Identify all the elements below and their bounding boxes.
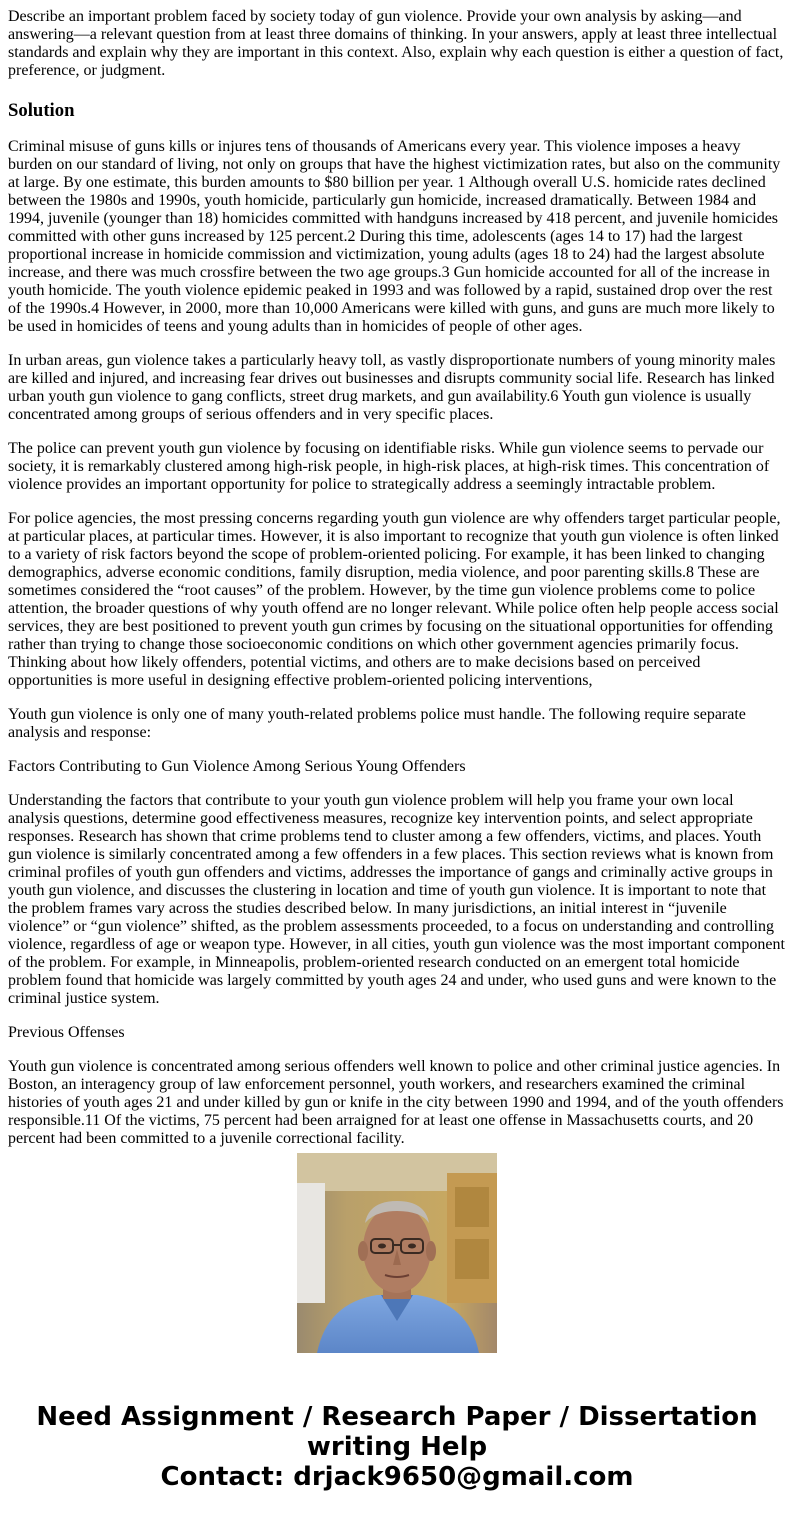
footer-line: writing Help: [306, 1432, 488, 1462]
paragraph: For police agencies, the most pressing concerns regarding youth gun violence are why offenders target particular people, at particular places, at particular times. However, it is also important to recognize that youth gun violence is often linked to a variety of risk factors beyond the scope of problem-oriented policing. For example, it has been linked to changing demographics, adverse economic conditions, family disruption, media violence, and poor parenting skills.8 These are sometimes considered the “root causes” of the problem. However, by the time gun violence problems come to police attention, the broader questions of why youth offend are no longer relevant. While police often help people access social services, they are best positioned to prevent youth gun crimes by focusing on the situational opportunities for offending rather than trying to change those socioeconomic conditions on which other government agencies primarily focus. Thinking about how likely offenders, potential victims, and others are to make decisions based on perceived opportunities is more useful in designing effective problem-oriented policing interventions,: [8, 510, 781, 689]
footer-line: Need Assignment / Research Paper / Dissertation: [36, 1402, 758, 1432]
paragraph: The police can prevent youth gun violence by focusing on identifiable risks. While gun violence seems to pervade our society, it is remarkably clustered among high-risk people, in high-risk places, at high-risk times. This concentration of violence provides an important opportunity for police to strategically address a seemingly intractable problem.: [8, 440, 770, 493]
paragraph: Understanding the factors that contribute to your youth gun violence problem will help you frame your own local analysis questions, determine good effectiveness measures, recognize key intervention points, and select appropriate responses. Research has shown that crime problems tend to cluster among a few offenders, victims, and places. Youth gun violence is similarly concentrated among a few offenders in a few places. This section reviews what is known from criminal profiles of youth gun offenders and victims, addresses the importance of gangs and criminally active groups in youth gun violence, and discusses the clustering in location and time of youth gun violence. It is important to note that the problem frames vary across the studies described below. In many jurisdictions, an initial interest in “juvenile violence” or “gun violence” shifted, as the problem assessments proceeded, to a focus on understanding and controlling violence, regardless of age or weapon type. However, in all cities, youth gun violence was the most important component of the problem. For example, in Minneapolis, problem-oriented research conducted on an emergent total homicide problem found that homicide was largely committed by youth ages 24 and under, who used guns and were known to the criminal justice system.: [8, 792, 785, 1007]
solution-heading: Solution: [8, 100, 75, 121]
footer-banner: [0, 1402, 794, 1492]
section-heading: Factors Contributing to Gun Violence Among Serious Young Offenders: [8, 758, 466, 775]
footer-contact: Contact: drjack9650@gmail.com: [160, 1462, 634, 1492]
paragraph: Youth gun violence is concentrated among serious offenders well known to police and other criminal justice agencies. In Boston, an interagency group of law enforcement personnel, youth workers, and researchers examined the criminal histories of youth ages 21 and under killed by gun or knife in the city between 1990 and 1994, and of the youth offenders responsible.11 Of the victims, 75 percent had been arraigned for at least one offense in Massachusetts courts, and 20 percent had been committed to a juvenile correctional facility.: [8, 1058, 784, 1147]
paragraph: Criminal misuse of guns kills or injures tens of thousands of Americans every year. This violence imposes a heavy burden on our standard of living, not only on groups that have the highest victimization rates, but also on the community at large. By one estimate, this burden amounts to $80 billion per year. 1 Although overall U.S. homicide rates declined between the 1980s and 1990s, youth homicide, particularly gun homicide, increased dramatically. Between 1984 and 1994, juvenile (younger than 18) homicides committed with handguns increased by 418 percent, and juvenile homicides committed with other guns increased by 125 percent.2 During this time, adolescents (ages 14 to 17) had the largest proportional increase in homicide commission and victimization, young adults (ages 18 to 24) had the largest absolute increase, and there was much crossfire between the two age groups.3 Gun homicide accounted for all of the increase in youth homicide. The youth violence epidemic peaked in 1993 and was followed by a rapid, sustained drop over the rest of the 1990s.4 However, in 2000, more than 10,000 Americans were killed with guns, and guns are much more likely to be used in homicides of teens and young adults than in homicides of people of other ages.: [8, 138, 781, 335]
author-photo: [297, 1153, 497, 1353]
paragraph: In urban areas, gun violence takes a particularly heavy toll, as vastly disproportionate numbers of young minority males are killed and injured, and increasing fear drives out businesses and disrupts community social life. Research has linked urban youth gun violence to gang conflicts, street drug markets, and gun availability.6 Youth gun violence is usually concentrated among groups of serious offenders and in very specific places.: [8, 352, 776, 423]
document-body: [8, 8, 786, 1147]
question-text: Describe an important problem faced by society today of gun violence. Provide your own analysis by asking—and answering—a relevant question from at least three domains of thinking. In your answers, apply at least three intellectual standards and explain why they are important in this context. Also, explain why each question is either a question of fact, preference, or judgment.: [8, 8, 784, 79]
section-heading: Previous Offenses: [8, 1024, 125, 1041]
author-avatar: [297, 1153, 497, 1353]
paragraph: Youth gun violence is only one of many youth-related problems police must handle. The following require separate analysis and response:: [8, 706, 746, 741]
